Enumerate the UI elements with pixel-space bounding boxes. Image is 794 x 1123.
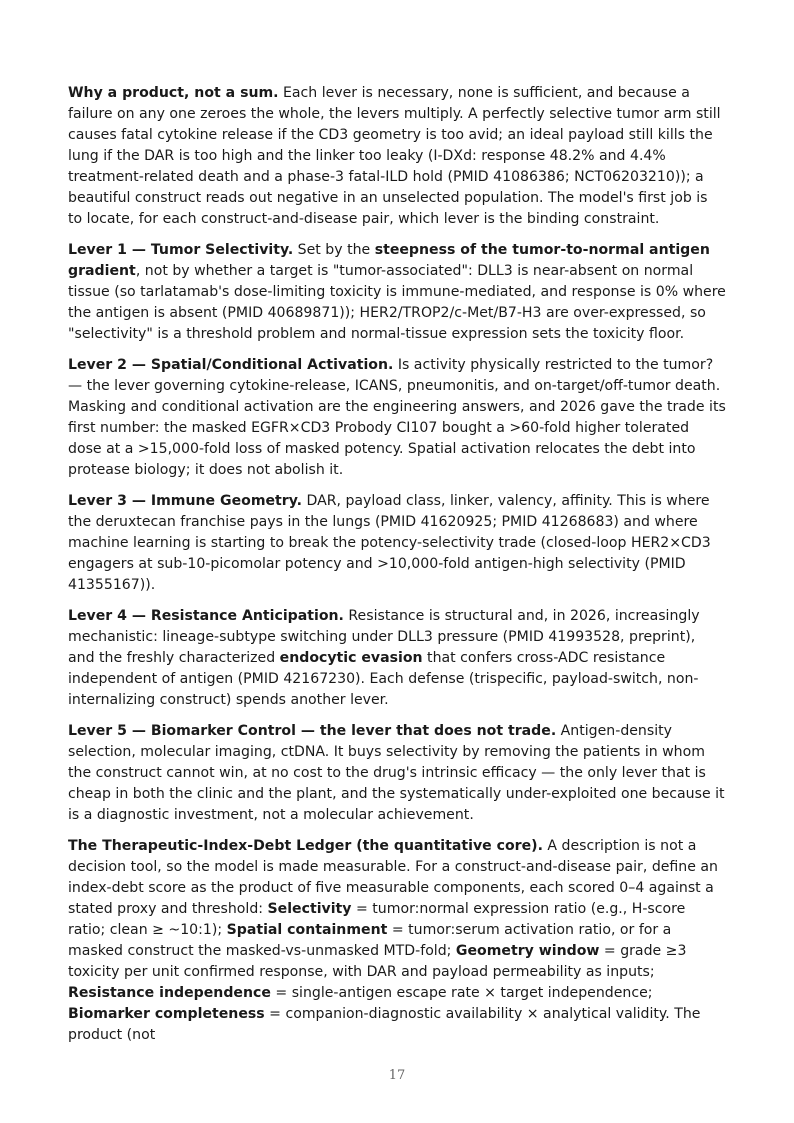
text-run: , not by whether a target is "tumor-associated": DLL3 is near-absent on normal tissue (so tarlatamab's dose-limiting toxicity is immune-mediated, and response is 0% where the antigen is absent (PMID 40689871)); HER2/TROP2/c-Met/B7-H3 are over-expressed, so "selectivity" is a threshold problem and normal-tissue expression sets the toxicity floor. (68, 263, 726, 342)
text-run: DAR, payload class, linker, valency, affinity. This is where the deruxtecan franchise pays in the lungs (PMID 41620925; PMID 41268683) and where machine learning is starting to break the potency-selectivity trade (closed-loop HER2×CD3 engagers at sub-10-picomolar potency and >10,000-fold antigen-high selectivity (PMID 41355167)). (68, 493, 711, 593)
bold-run: Resistance independence (68, 985, 271, 1001)
text-run: Set by the (293, 242, 375, 258)
bold-run: Lever 5 — Biomarker Control — the lever that does not trade. (68, 723, 557, 739)
ledger-paragraph (68, 836, 726, 1046)
text-run: Antigen-density selection, molecular imaging, ctDNA. It buys selectivity by removing the patients in whom the construct cannot win, at no cost to the drug's intrinsic efficacy — the only lever that is cheap in both the clinic and the plant, and the systematically under-exploited one because it is a diagnostic investment, not a molecular achievement. (68, 723, 725, 823)
bold-run: Lever 4 — Resistance Anticipation. (68, 608, 344, 624)
bold-run: endocytic evasion (279, 650, 423, 666)
lever-1-paragraph (68, 240, 726, 345)
text-run: A description is not a decision tool, so the model is made measurable. For a construct-and-disease pair, define an index-debt score as the product of five measurable components, each scored 0–4 against a stated proxy and threshold: (68, 838, 718, 917)
bold-run: Selectivity (267, 901, 352, 917)
text-run: Resistance is structural and, in 2026, increasingly mechanistic: lineage-subtype switching under DLL3 pressure (PMID 41993528, preprint), and the freshly characterized (68, 608, 700, 666)
text-run: = single-antigen escape rate × target independence; (270, 985, 653, 1001)
document-body (68, 83, 726, 1056)
text-run: Is activity physically restricted to the tumor? — the lever governing cytokine-release, ICANS, pneumonitis, and on-target/off-tumor death. Masking and conditional activation are the engineering answers, and 2026 gave the trade its first number: the masked EGFR×CD3 Probody CI107 bought a >60-fold higher tolerated dose at a >15,000-fold loss of masked potency. Spatial activation relocates the debt into protease biology; it does not abolish it. (68, 357, 726, 478)
bold-run: Spatial containment (226, 922, 388, 938)
text-run: that confers cross-ADC resistance independent of antigen (PMID 42167230). Each defense (trispecific, payload-switch, non-internalizing construct) spends another lever. (68, 650, 699, 708)
lever-2-paragraph (68, 355, 726, 481)
lever-5-paragraph (68, 721, 726, 826)
lever-3-paragraph (68, 491, 726, 596)
text-run: Each lever is necessary, none is sufficient, and because a failure on any one zeroes the whole, the levers multiply. A perfectly selective tumor arm still causes fatal cytokine release if the CD3 geometry is too avid; an ideal payload still kills the lung if the DAR is too high and the linker too leaky (I-DXd: response 48.2% and 4.4% treatment-related death and a phase-3 fatal-ILD hold (PMID 41086386; NCT06203210)); a beautiful construct reads out negative in an unselected population. The model's first job is to locate, for each construct-and-disease pair, which lever is the binding constraint. (68, 85, 721, 227)
text-run: = grade ≥3 toxicity per unit confirmed response, with DAR and payload permeability as inputs; (68, 943, 687, 980)
page-number: 17 (388, 1068, 406, 1083)
lever-4-paragraph (68, 606, 726, 711)
bold-run: Geometry window (455, 943, 600, 959)
bold-run: The Therapeutic-Index-Debt Ledger (the quantitative core). (68, 838, 543, 854)
bold-run: Why a product, not a sum. (68, 85, 279, 101)
text-run: = tumor:serum activation ratio, or for a masked construct the masked-vs-unmasked MTD-fold; (68, 922, 672, 959)
bold-run: Lever 2 — Spatial/Conditional Activation. (68, 357, 394, 373)
bold-run: steepness of the tumor-to-normal antigen gradient (68, 242, 710, 279)
why-product-paragraph (68, 83, 726, 230)
bold-run: Biomarker completeness (68, 1006, 265, 1022)
bold-run: Lever 1 — Tumor Selectivity. (68, 242, 294, 258)
bold-run: Lever 3 — Immune Geometry. (68, 493, 302, 509)
text-run: = tumor:normal expression ratio (e.g., H-score ratio; clean ≥ ~10:1); (68, 901, 686, 938)
text-run: = companion-diagnostic availability × analytical validity. The product (not (68, 1006, 701, 1043)
